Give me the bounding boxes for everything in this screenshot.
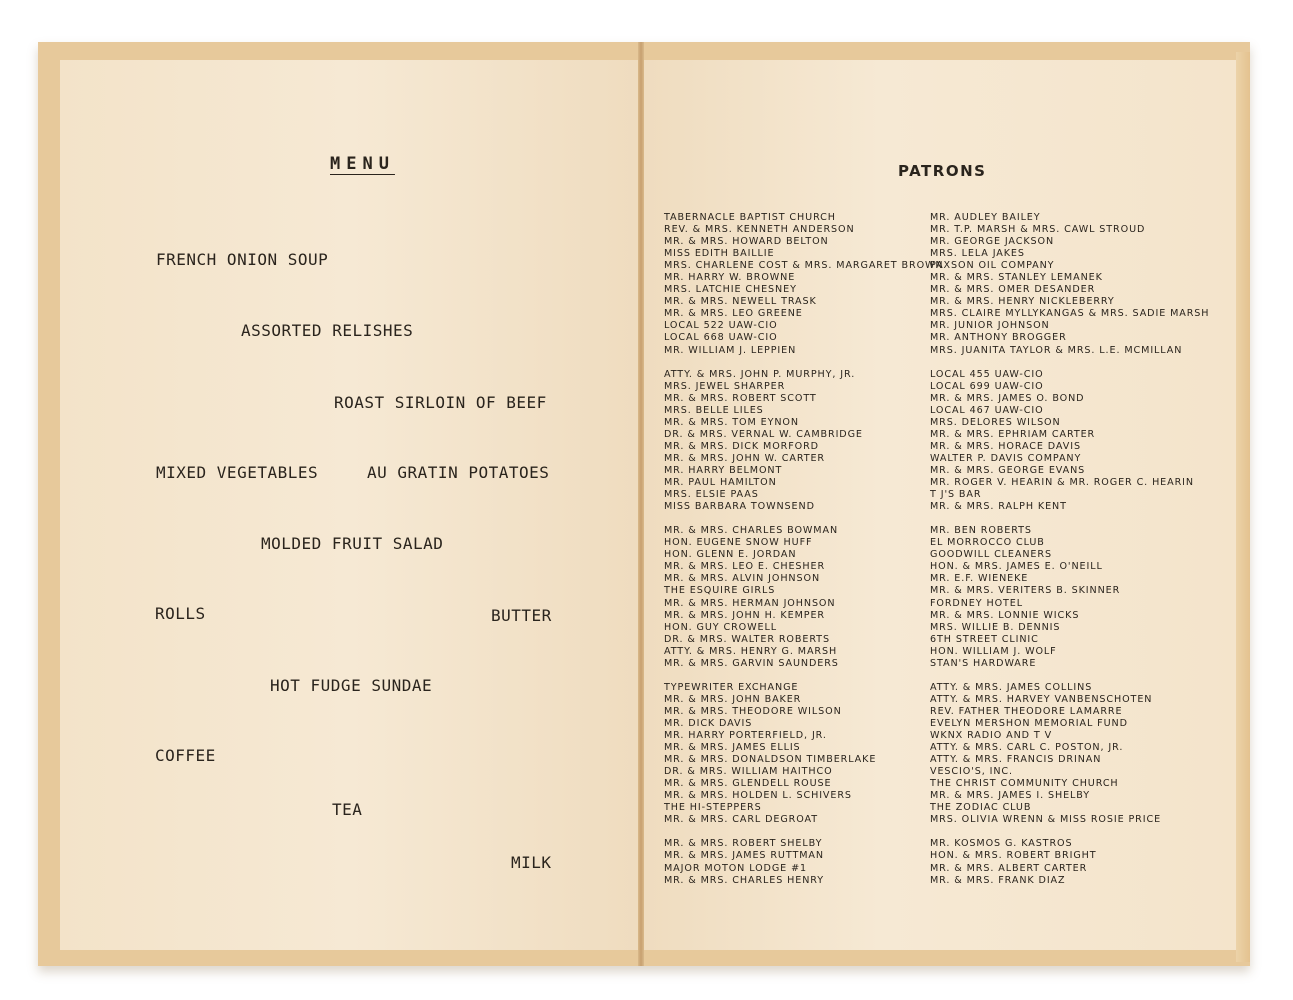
patron-name: MRS. LATCHIE CHESNEY bbox=[664, 284, 797, 296]
patron-name: THE CHRIST COMMUNITY CHURCH bbox=[930, 778, 1119, 790]
patron-name: MR. & MRS. GLENDELL ROUSE bbox=[664, 778, 832, 790]
patron-name: WKNX RADIO AND T V bbox=[930, 730, 1053, 742]
patron-name: EVELYN MERSHON MEMORIAL FUND bbox=[930, 717, 1128, 729]
patron-name: HON. GLENN E. JORDAN bbox=[664, 549, 797, 561]
patron-name: REV. FATHER THEODORE LAMARRE bbox=[930, 705, 1123, 717]
patron-name: HON. GUY CROWELL bbox=[664, 621, 777, 633]
patron-name: ATTY. & MRS. JOHN P. MURPHY, JR. bbox=[664, 368, 856, 380]
patron-name: MR. & MRS. OMER DESANDER bbox=[930, 284, 1096, 296]
patron-name: MR. & MRS. TOM EYNON bbox=[664, 416, 799, 428]
menu-item-sundae: HOT FUDGE SUNDAE bbox=[270, 676, 433, 695]
patron-name: MR. T.P. MARSH & MRS. CAWL STROUD bbox=[930, 224, 1146, 236]
patron-group bbox=[664, 682, 943, 827]
patron-name: MR. JUNIOR JOHNSON bbox=[930, 320, 1050, 332]
menu-item-potatoes: AU GRATIN POTATOES bbox=[367, 463, 550, 482]
menu-item-butter: BUTTER bbox=[491, 606, 552, 625]
patron-name: MRS. JUANITA TAYLOR & MRS. L.E. MCMILLAN bbox=[930, 344, 1183, 356]
patron-name: MR. GEORGE JACKSON bbox=[930, 236, 1055, 248]
patron-name: ATTY. & MRS. CARL C. POSTON, JR. bbox=[930, 742, 1124, 754]
patron-name: LOCAL 467 UAW-CIO bbox=[930, 404, 1044, 416]
patron-name: MRS. CLAIRE MYLLYKANGAS & MRS. SADIE MARSH bbox=[930, 308, 1210, 320]
patron-name: MR. & MRS. CARL DEGROAT bbox=[664, 814, 818, 826]
patrons-column-1 bbox=[664, 212, 943, 899]
booklet bbox=[38, 42, 1250, 966]
patron-name: MR. & MRS. CHARLES HENRY bbox=[664, 874, 825, 886]
patron-name: MR. & MRS. ALBERT CARTER bbox=[930, 862, 1088, 874]
patron-group bbox=[930, 212, 1209, 357]
patron-name: WALTER P. DAVIS COMPANY bbox=[930, 452, 1082, 464]
patron-name: MR. & MRS. JAMES O. BOND bbox=[930, 392, 1085, 404]
patron-group bbox=[930, 682, 1209, 827]
patron-name: ATTY. & MRS. FRANCIS DRINAN bbox=[930, 754, 1102, 766]
patron-name: ATTY. & MRS. HENRY G. MARSH bbox=[664, 645, 838, 657]
patron-name: 6TH STREET CLINIC bbox=[930, 633, 1039, 645]
patron-name: FORDNEY HOTEL bbox=[930, 597, 1024, 609]
patron-name: THE HI-STEPPERS bbox=[664, 802, 762, 814]
patron-name: LOCAL 455 UAW-CIO bbox=[930, 368, 1044, 380]
patron-name: MR. & MRS. LEO GREENE bbox=[664, 308, 803, 320]
patron-name: MR. & MRS. ROBERT SCOTT bbox=[664, 392, 817, 404]
patron-name: STAN'S HARDWARE bbox=[930, 657, 1037, 669]
patron-name: MR. & MRS. JAMES RUTTMAN bbox=[664, 850, 824, 862]
patron-name: LOCAL 668 UAW-CIO bbox=[664, 332, 778, 344]
patron-name: MR. AUDLEY BAILEY bbox=[930, 212, 1041, 223]
patron-name: MR. ROGER V. HEARIN & MR. ROGER C. HEARIN bbox=[930, 477, 1194, 489]
patron-name: MR. & MRS. JOHN BAKER bbox=[664, 693, 802, 705]
patron-name: MR. & MRS. CHARLES BOWMAN bbox=[664, 525, 839, 537]
patrons-page bbox=[644, 60, 1236, 950]
patron-name: DR. & MRS. VERNAL W. CAMBRIDGE bbox=[664, 428, 863, 440]
patron-name: MR. BEN ROBERTS bbox=[930, 525, 1032, 537]
patron-group bbox=[664, 369, 943, 514]
patron-name: MRS. BELLE LILES bbox=[664, 404, 764, 416]
patron-name: MR. HARRY W. BROWNE bbox=[664, 272, 796, 284]
patron-name: MR. & MRS. HERMAN JOHNSON bbox=[664, 597, 836, 609]
patron-name: MRS. JEWEL SHARPER bbox=[664, 380, 786, 392]
menu-item-salad: MOLDED FRUIT SALAD bbox=[261, 534, 444, 553]
patron-group bbox=[930, 369, 1209, 514]
patron-name: MR. & MRS. NEWELL TRASK bbox=[664, 296, 817, 308]
patron-name: MR. & MRS. HORACE DAVIS bbox=[930, 440, 1081, 452]
patron-name: MRS. OLIVIA WRENN & MISS ROSIE PRICE bbox=[930, 814, 1162, 826]
patron-name: MR. & MRS. EPHRIAM CARTER bbox=[930, 428, 1096, 440]
patron-name: HON. WILLIAM J. WOLF bbox=[930, 645, 1057, 657]
patron-name: MR. & MRS. JOHN H. KEMPER bbox=[664, 609, 825, 621]
patron-name: MAJOR MOTON LODGE #1 bbox=[664, 862, 808, 874]
patron-name: MR. & MRS. HENRY NICKLEBERRY bbox=[930, 296, 1115, 308]
patron-name: MR. & MRS. JOHN W. CARTER bbox=[664, 452, 825, 464]
patron-name: MR. & MRS. HOWARD BELTON bbox=[664, 236, 829, 248]
patron-name: MR. & MRS. LEO E. CHESHER bbox=[664, 561, 826, 573]
menu-item-rolls: ROLLS bbox=[155, 604, 206, 623]
patron-name: MRS. LELA JAKES bbox=[930, 248, 1025, 260]
patron-name: ATTY. & MRS. HARVEY VANBENSCHOTEN bbox=[930, 693, 1153, 705]
menu-item-soup: FRENCH ONION SOUP bbox=[156, 250, 329, 269]
patron-name: THE ZODIAC CLUB bbox=[930, 802, 1032, 814]
patrons-title: PATRONS bbox=[898, 162, 987, 180]
patron-name: MR. & MRS. LONNIE WICKS bbox=[930, 609, 1080, 621]
patron-name: MR. & MRS. VERITERS B. SKINNER bbox=[930, 585, 1121, 597]
patron-name: MR. ANTHONY BROGGER bbox=[930, 332, 1067, 344]
patron-name: MR. & MRS. ROBERT SHELBY bbox=[664, 838, 823, 850]
patron-name: MRS. WILLIE B. DENNIS bbox=[930, 621, 1061, 633]
patron-name: MR. & MRS. FRANK DIAZ bbox=[930, 874, 1066, 886]
patron-name: EL MORROCCO CLUB bbox=[930, 537, 1045, 549]
patron-name: MISS BARBARA TOWNSEND bbox=[664, 501, 815, 513]
menu-title: MENU bbox=[330, 154, 395, 174]
patron-group bbox=[930, 525, 1209, 670]
patron-name: LOCAL 522 UAW-CIO bbox=[664, 320, 778, 332]
patron-name: MR. KOSMOS G. KASTROS bbox=[930, 838, 1073, 850]
patron-name: MR. HARRY PORTERFIELD, JR. bbox=[664, 730, 827, 742]
patron-name: HON. EUGENE SNOW HUFF bbox=[664, 537, 813, 549]
page-edge bbox=[1236, 52, 1250, 962]
patron-name: LOCAL 699 UAW-CIO bbox=[930, 380, 1044, 392]
patron-name: MR. DICK DAVIS bbox=[664, 717, 753, 729]
patron-name: MR. & MRS. ALVIN JOHNSON bbox=[664, 573, 821, 585]
patrons-column-2 bbox=[930, 212, 1209, 899]
menu-item-beef: ROAST SIRLOIN OF BEEF bbox=[334, 393, 547, 412]
patron-name: MR. E.F. WIENEKE bbox=[930, 573, 1029, 585]
patron-name: MR. & MRS. HOLDEN L. SCHIVERS bbox=[664, 790, 852, 802]
patron-name: MR. & MRS. GARVIN SAUNDERS bbox=[664, 657, 839, 669]
patron-group bbox=[930, 838, 1209, 886]
patron-name: REV. & MRS. KENNETH ANDERSON bbox=[664, 224, 855, 236]
patron-name: TYPEWRITER EXCHANGE bbox=[664, 681, 799, 693]
patron-name: TABERNACLE BAPTIST CHURCH bbox=[664, 212, 836, 223]
patron-name: DR. & MRS. WALTER ROBERTS bbox=[664, 633, 830, 645]
patron-name: MR. & MRS. DONALDSON TIMBERLAKE bbox=[664, 754, 877, 766]
patron-name: MR. & MRS. JAMES ELLIS bbox=[664, 742, 801, 754]
patron-name: MR. & MRS. STANLEY LEMANEK bbox=[930, 272, 1103, 284]
patron-name: MRS. ELSIE PAAS bbox=[664, 489, 759, 501]
patron-name: MR. HARRY BELMONT bbox=[664, 464, 783, 476]
patron-name: ATTY. & MRS. JAMES COLLINS bbox=[930, 681, 1093, 693]
patron-name: PAXSON OIL COMPANY bbox=[930, 260, 1055, 272]
patron-name: DR. & MRS. WILLIAM HAITHCO bbox=[664, 766, 833, 778]
patron-name: THE ESQUIRE GIRLS bbox=[664, 585, 776, 597]
patron-name: MR. & MRS. DICK MORFORD bbox=[664, 440, 819, 452]
patron-group bbox=[664, 525, 943, 670]
patron-group bbox=[664, 838, 943, 886]
patron-name: MRS. DELORES WILSON bbox=[930, 416, 1061, 428]
menu-page bbox=[60, 60, 640, 950]
menu-item-relishes: ASSORTED RELISHES bbox=[241, 321, 414, 340]
patron-name: MR. & MRS. GEORGE EVANS bbox=[930, 464, 1086, 476]
patron-name: T J'S BAR bbox=[930, 489, 982, 501]
patron-name: MISS EDITH BAILLIE bbox=[664, 248, 775, 260]
patron-name: MR. PAUL HAMILTON bbox=[664, 477, 777, 489]
patron-name: MRS. CHARLENE COST & MRS. MARGARET BROWN bbox=[664, 260, 944, 272]
patron-name: HON. & MRS. JAMES E. O'NEILL bbox=[930, 561, 1103, 573]
patron-name: MR. WILLIAM J. LEPPIEN bbox=[664, 344, 797, 356]
patron-name: MR. & MRS. THEODORE WILSON bbox=[664, 705, 842, 717]
menu-item-vegetables: MIXED VEGETABLES bbox=[156, 463, 319, 482]
patron-name: VESCIO'S, INC. bbox=[930, 766, 1013, 778]
patron-name: MR. & MRS. JAMES I. SHELBY bbox=[930, 790, 1091, 802]
patron-name: GOODWILL CLEANERS bbox=[930, 549, 1052, 561]
menu-item-milk: MILK bbox=[511, 853, 552, 872]
menu-item-coffee: COFFEE bbox=[155, 746, 216, 765]
patron-group bbox=[664, 212, 943, 357]
menu-item-tea: TEA bbox=[332, 800, 363, 819]
patron-name: HON. & MRS. ROBERT BRIGHT bbox=[930, 850, 1097, 862]
patron-name: MR. & MRS. RALPH KENT bbox=[930, 501, 1067, 513]
